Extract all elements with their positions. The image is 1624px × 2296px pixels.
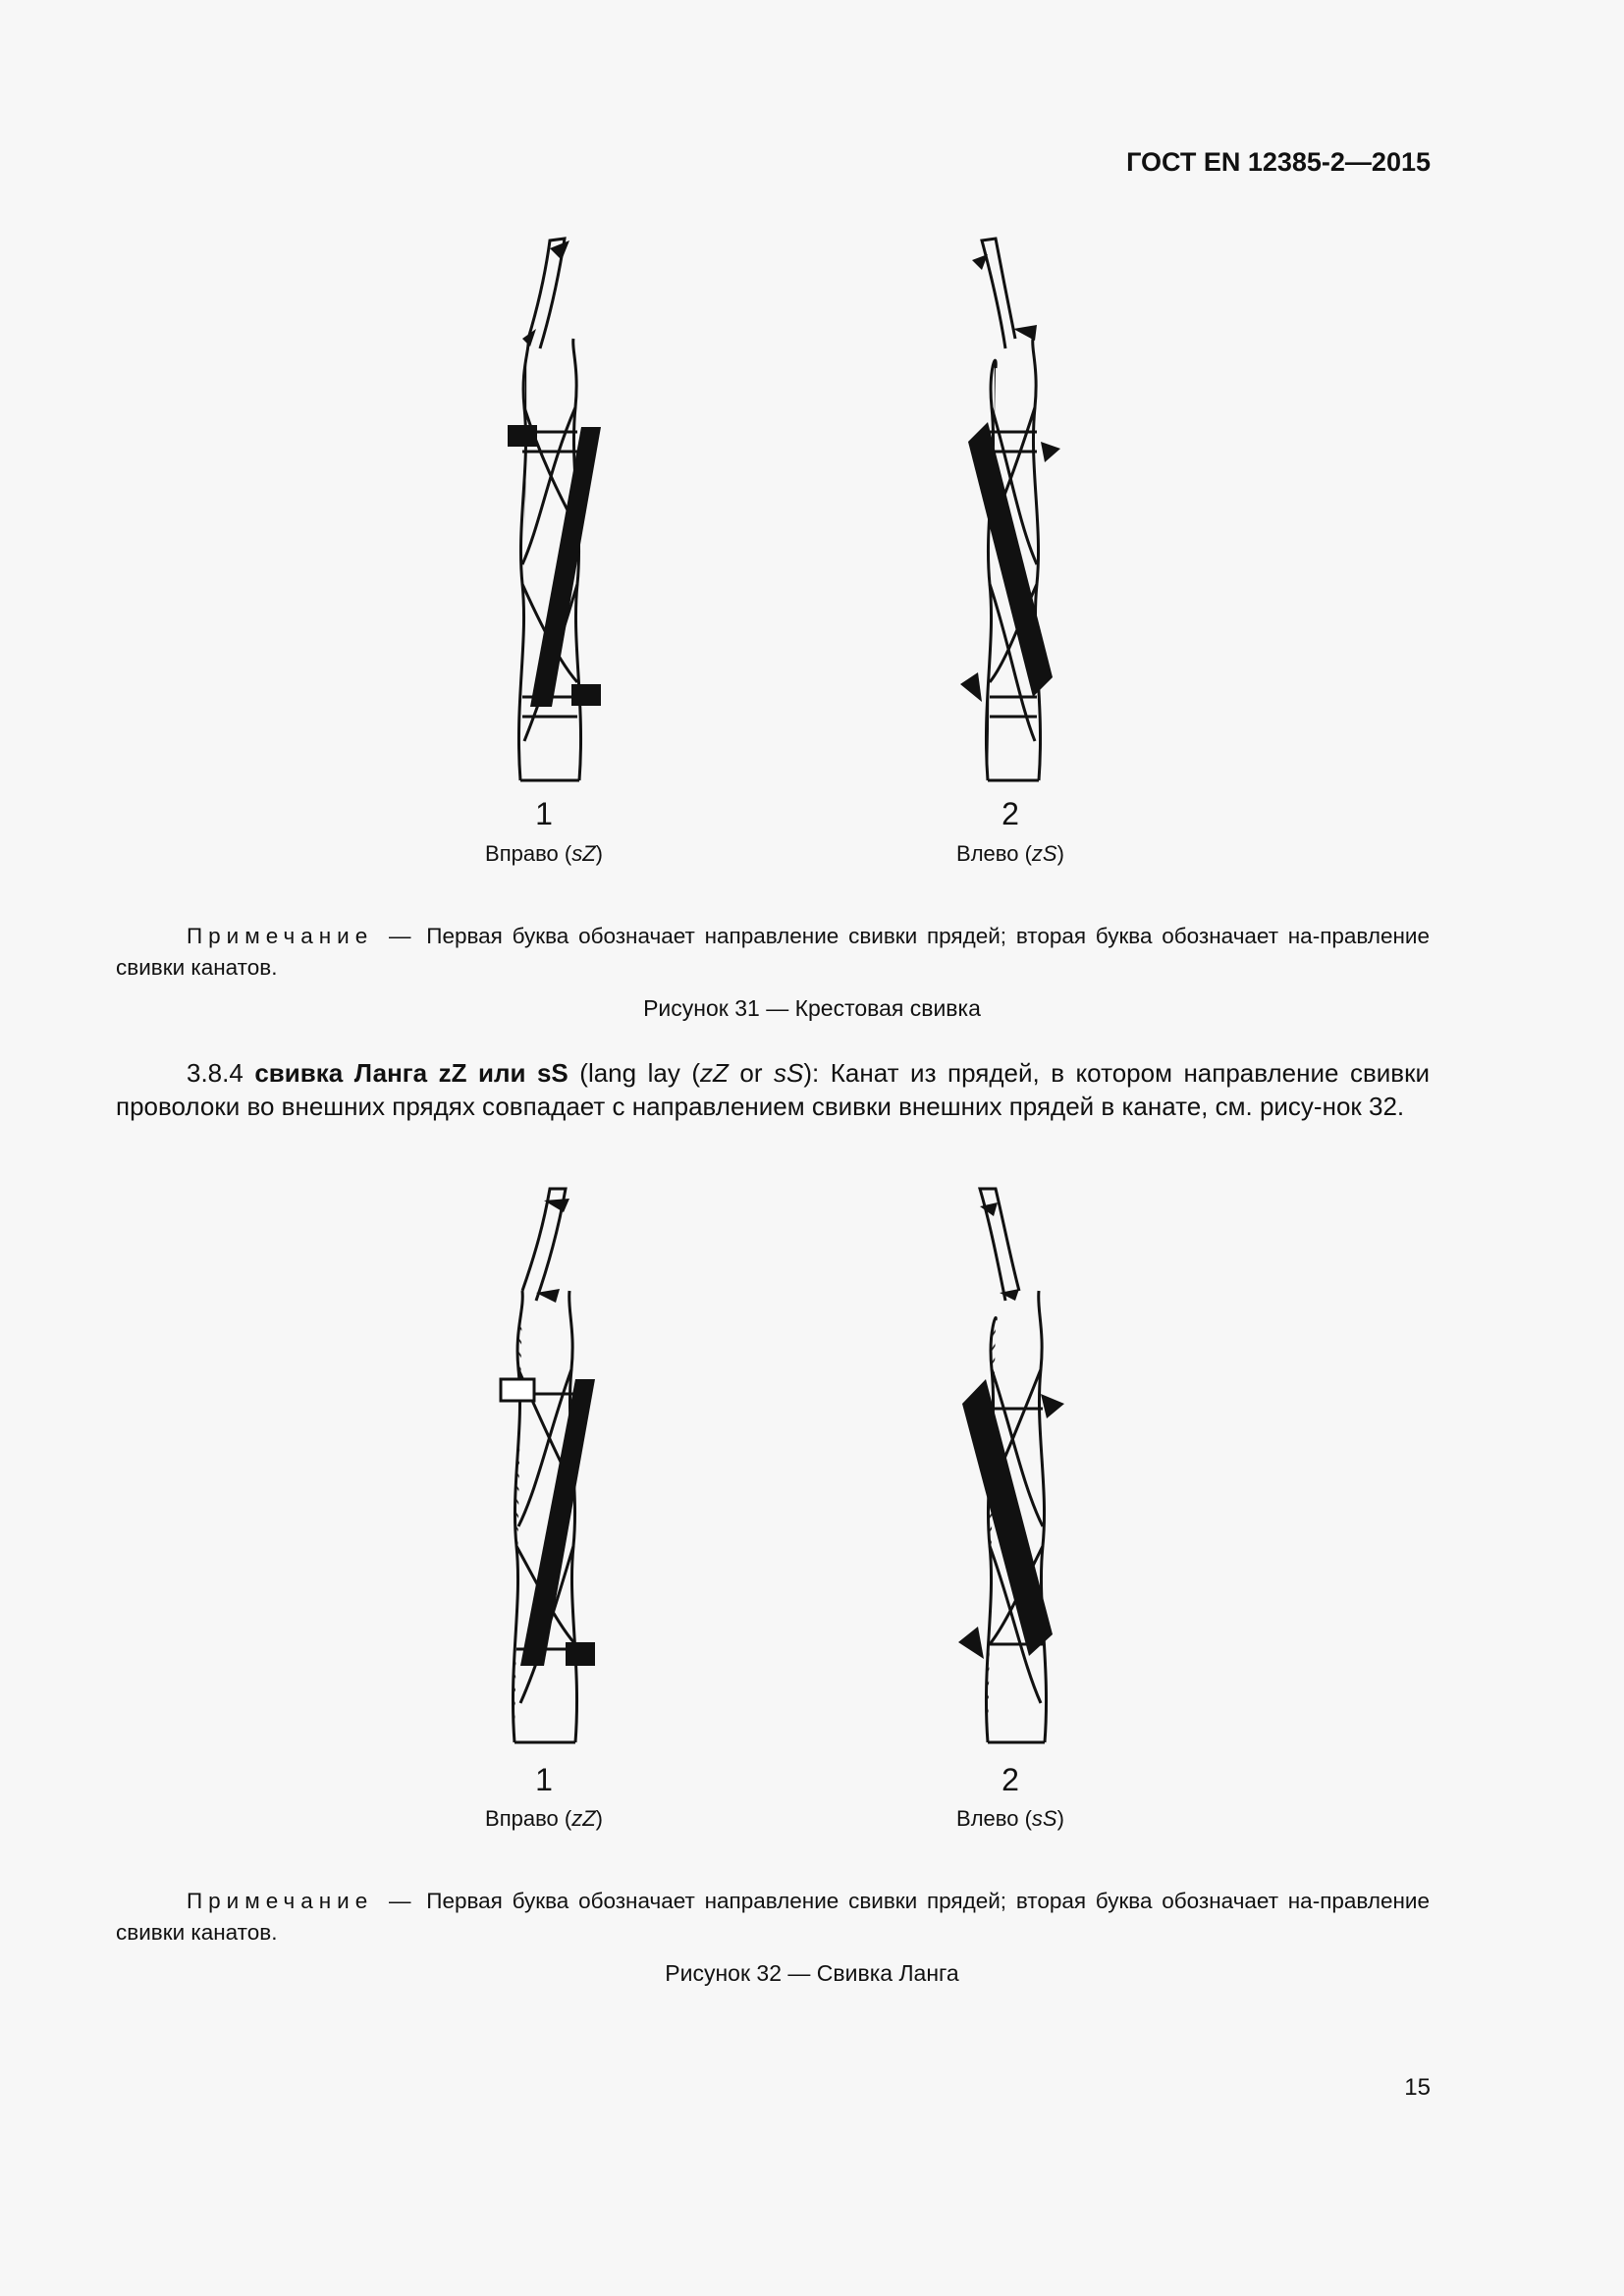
figure32-title: Рисунок 32 — Свивка Ланга <box>665 1960 959 1986</box>
figure32-note: Примечание — Первая буква обозначает направление свивки прядей; вторая буква обозначает на-правление свивки канатов. <box>116 1889 1430 1945</box>
figure31-note: Примечание — Первая буква обозначает направление свивки прядей; вторая буква обозначает на-правление свивки канатов. <box>116 924 1430 980</box>
figure31-item2-caption: Влево (zS) <box>956 841 1064 866</box>
section-3-8-4-paragraph: 3.8.4 свивка Ланга zZ или sS (lang lay (zZ or sS): Канат из прядей, в котором направление свивки проволоки во внешних прядях совпадает с направлением свивки внешних прядей в канате, см. рису-нок 32. <box>116 1058 1431 1121</box>
rope-illustration-left-lang-lay <box>950 1183 1098 1752</box>
figure32-item1-caption: Вправо (zZ) <box>485 1806 603 1831</box>
rope-illustration-left-cross-lay <box>950 231 1098 790</box>
figure31-item1-number: 1 <box>535 796 553 831</box>
figure32-item2-caption: Влево (sS) <box>956 1806 1064 1831</box>
document-code-header: ГОСТ EN 12385-2—2015 <box>1126 147 1431 177</box>
rope-illustration-right-cross-lay <box>481 231 628 790</box>
figure31-title: Рисунок 31 — Крестовая свивка <box>643 995 981 1021</box>
figure32-item1-number: 1 <box>535 1762 553 1797</box>
figure32-item2-number: 2 <box>1001 1762 1019 1797</box>
page-number: 15 <box>1404 2074 1431 2101</box>
rope-illustration-right-lang-lay <box>481 1183 628 1752</box>
figure31-item2-number: 2 <box>1001 796 1019 831</box>
figure31-item1-caption: Вправо (sZ) <box>485 841 603 866</box>
